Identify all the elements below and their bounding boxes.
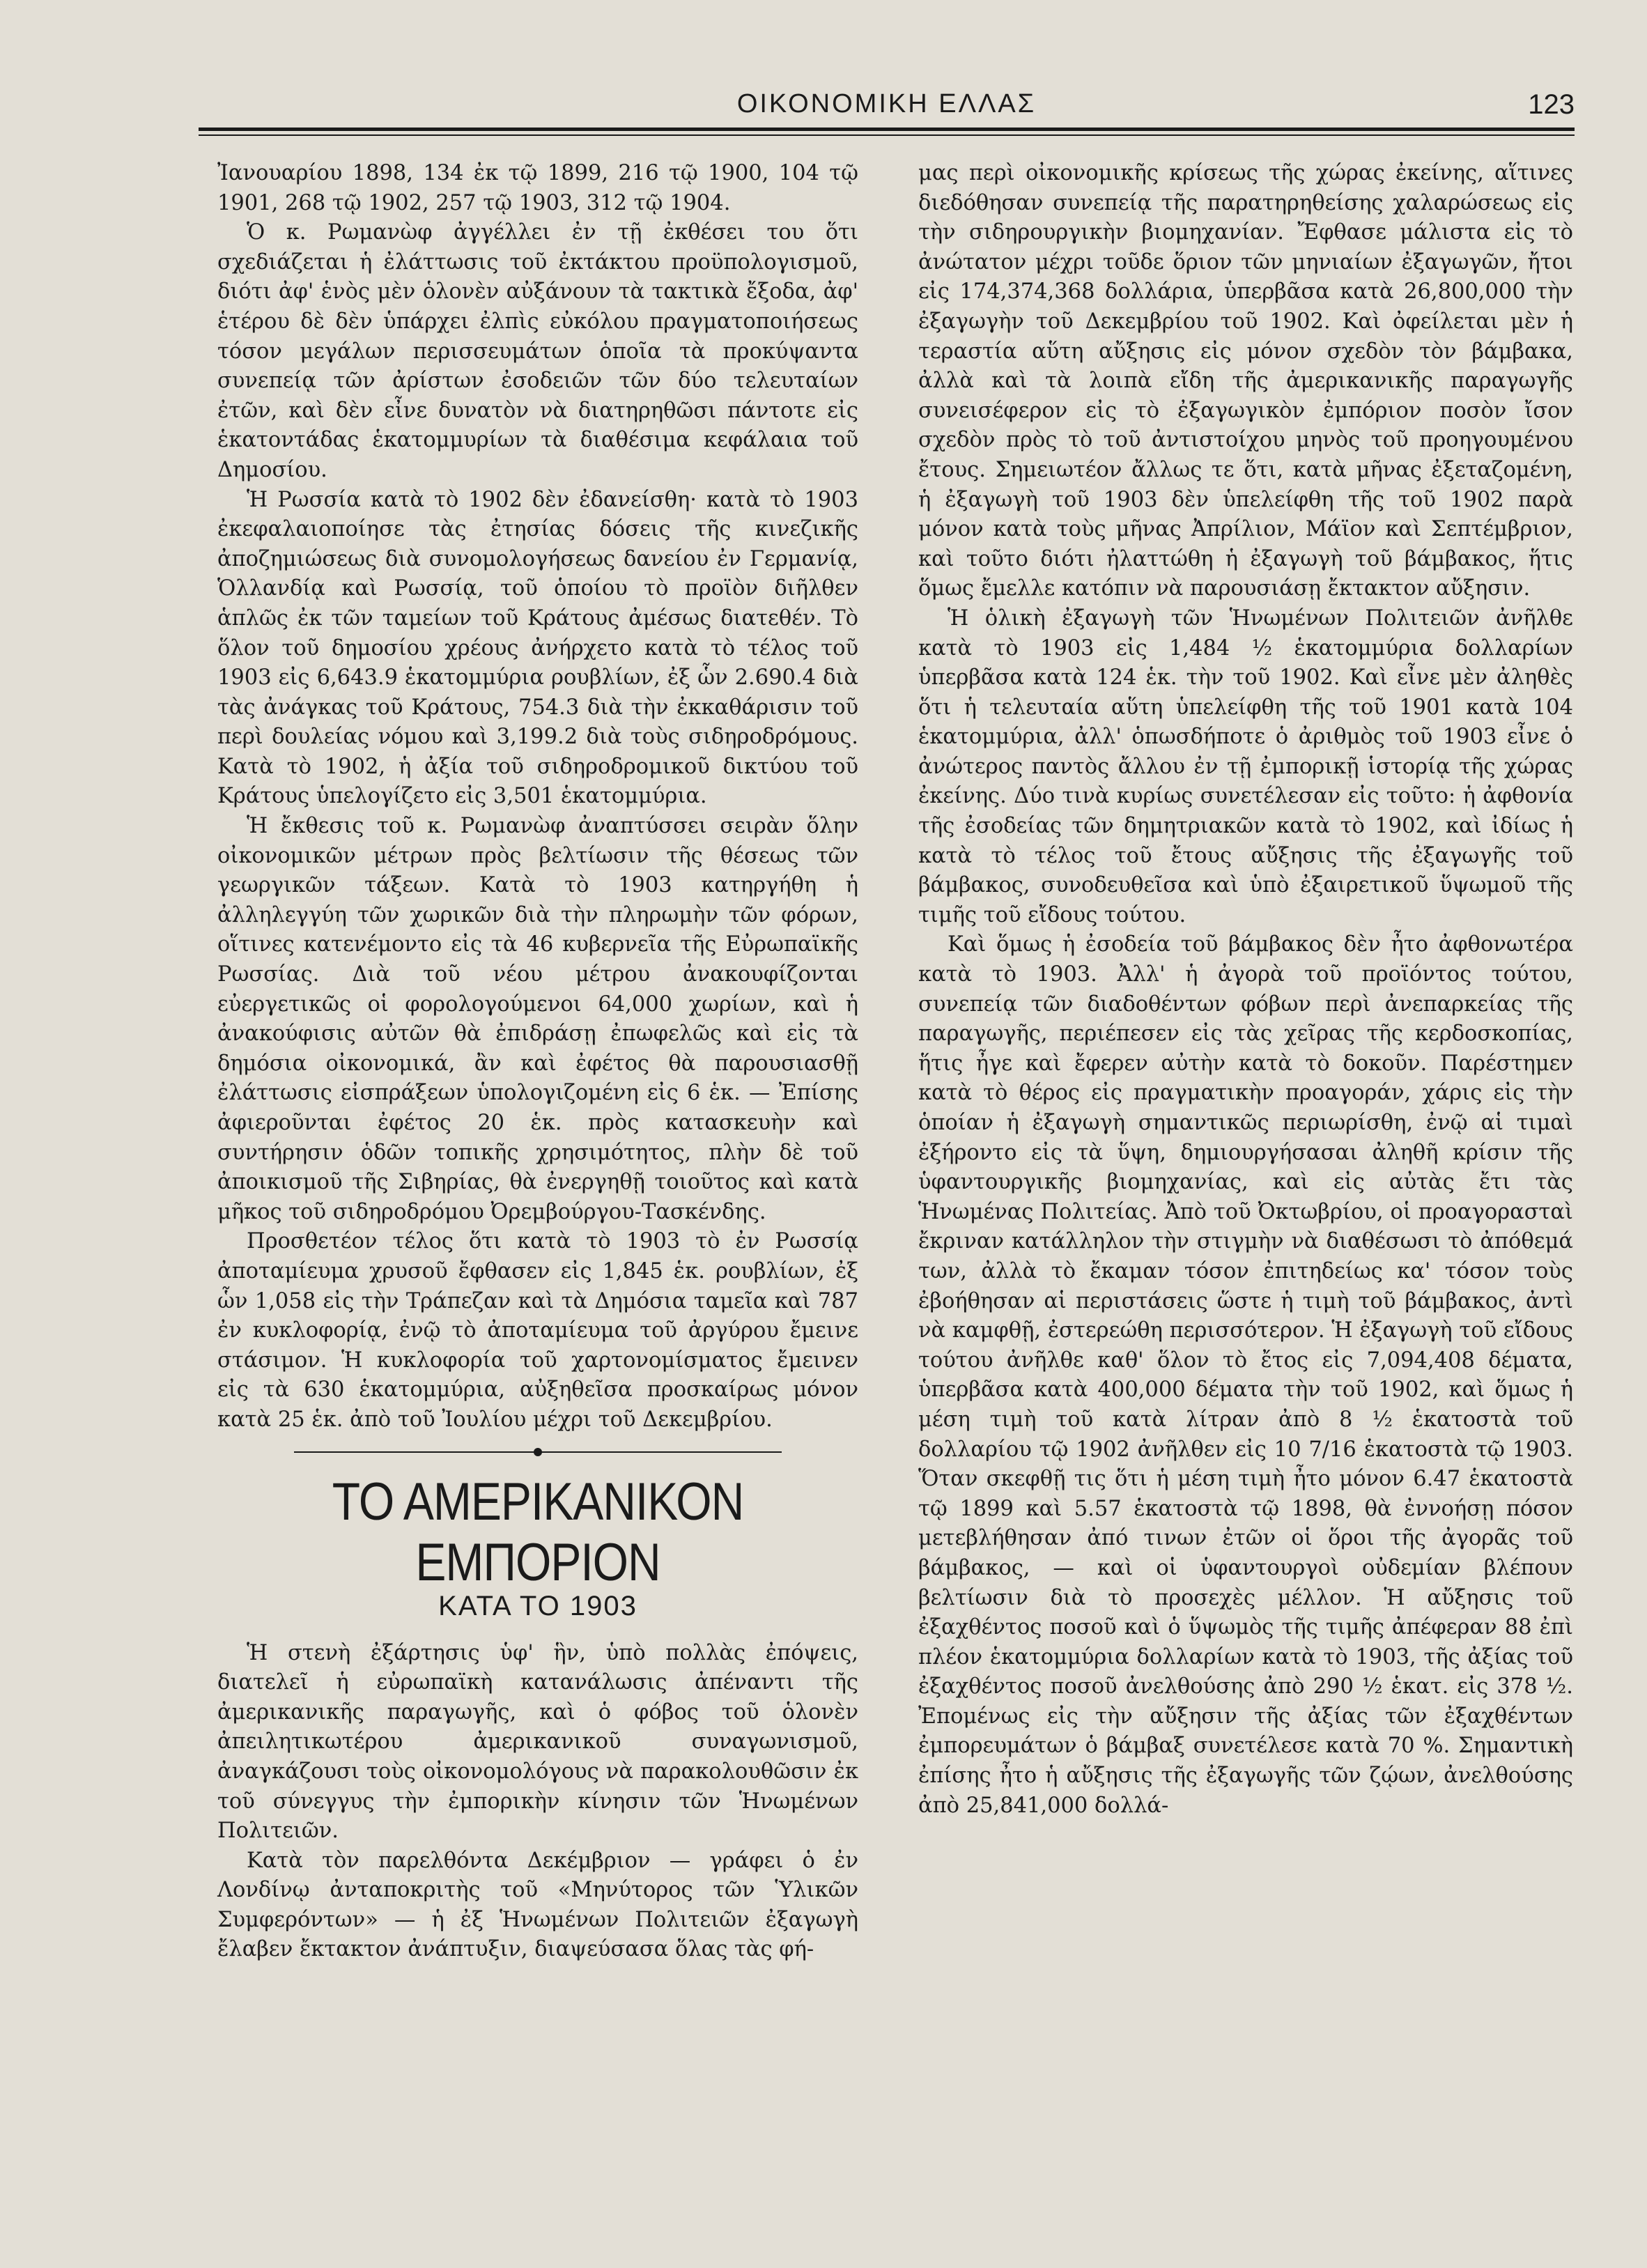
paragraph: Ἡ Ρωσσία κατὰ τὸ 1902 δὲν ἐδανείσθη· κατὰ τὸ 1903 ἐκεφαλαιοποίησε τὰς ἐτησίας δόσεις τῆς κινεζικῆς ἀποζημιώσεως διὰ συνομολογήσεως δανείου ἐν Γερμανίᾳ, Ὁλλανδίᾳ καὶ Ρωσσίᾳ, τοῦ ὁποίου τὸ προϊὸν διῆλθεν ἁπλῶς ἐκ τῶν ταμείων τοῦ Κράτους ἀμέσως διατεθέν. Τὸ ὅλον τοῦ δημοσίου χρέους ἀνήρχετο κατὰ τὸ τέλος τοῦ 1903 εἰς 6,643.9 ἑκατομμύρια ρουβλίων, ἐξ ὧν 2.690.4 διὰ τὰς ἀνάγκας τοῦ Κράτους, 754.3 διὰ τὴν ἐκκαθάρισιν τοῦ περὶ δουλείας νόμου καὶ 3,199.2 διὰ τοὺς σιδηροδρόμους. Κατὰ τὸ 1902, ἡ ἀξία τοῦ σιδηροδρομικοῦ δικτύου τοῦ Κράτους ὑπελογίζετο εἰς 3,501 ἑκατομμύρια. (217, 487, 858, 809)
paragraph: Κατὰ τὸν παρελθόντα Δεκέμβριον — γράφει ὁ ἐν Λονδίνῳ ἀνταποκριτὴς τοῦ «Μηνύτορος τῶν Ὑλικῶν Συμφερόντων» — ἡ ἐξ Ἡνωμένων Πολιτειῶν ἐξαγωγὴ ἔλαβεν ἔκτακτον ἀνάπτυξιν, διαψεύσασα ὅλας τὰς φή- (217, 1848, 858, 1962)
paragraph: Καὶ ὅμως ἡ ἐσοδεία τοῦ βάμβακος δὲν ἦτο ἀφθονωτέρα κατὰ τὸ 1903. Ἀλλ' ἡ ἀγορὰ τοῦ προϊόντος τούτου, συνεπείᾳ τῶν διαδοθέντων φόβων περὶ ἀνεπαρκείας τῆς παραγωγῆς, περιέπεσεν εἰς τὰς χεῖρας τῆς κερδοσκοπίας, ἥτις ἦγε καὶ ἔφερεν αὐτὴν κατὰ τὸ δοκοῦν. Παρέστημεν κατὰ τὸ θέρος εἰς πραγματικὴν προαγοράν, χάρις εἰς τὴν ὁποίαν ἡ ἐξαγωγὴ σημαντικῶς περιωρίσθη, ἐνῷ αἱ τιμαὶ ἐξήροντο εἰς τὰ ὕψη, δημιουργήσασαι ἀληθῆ κρίσιν τῆς ὑφαντουργικῆς βιομηχανίας, καὶ εἰς αὐτὰς ἔτι τὰς Ἡνωμένας Πολιτείας. Ἀπὸ τοῦ Ὀκτωβρίου, οἱ προαγορασταὶ ἔκριναν κατάλληλον τὴν στιγμὴν νὰ διαθέσωσι τὸ ἀπόθεμά των, ἀλλὰ τὸ ἔκαμαν τόσον ἐπιτηδείως κα' τόσον τοὺς ἐβοήθησαν αἱ περιστάσεις ὥστε ἡ τιμὴ τοῦ βάμβακος, ἀντὶ νὰ καμφθῇ, ἐστερεώθη περισσότερον. Ἡ ἐξαγωγὴ τοῦ εἴδους τούτου ἀνῆλθε καθ' ὅλον τὸ ἔτος εἰς 7,094,408 δέματα, ὑπερβᾶσα κατὰ 400,000 δέματα τὴν τοῦ 1902, καὶ ὅμως ἡ μέση τιμὴ τοῦ κατὰ λίτραν ἀπὸ 8 ½ ἑκατοστὰ τοῦ δολλαρίου τῷ 1902 ἀνῆλθεν εἰς 10 7/16 ἑκατοστὰ τῷ 1903. Ὅταν σκεφθῇ τις ὅτι ἡ μέση τιμὴ ἦτο μόνον 6.47 ἑκατοστὰ τῷ 1899 καὶ 5.57 ἑκατοστὰ τῷ 1898, θὰ ἐννοήσῃ πόσον μετεβλήθησαν ἀπό τινων ἐτῶν οἱ ὅροι τῆς ἀγορᾶς τοῦ βάμβακος, — καὶ οἱ ὑφαντουργοὶ οὐδεμίαν βλέπουν βελτίωσιν διὰ τὸ προσεχὲς μέλλον. Ἡ αὔξησις τοῦ ἐξαχθέντος ποσοῦ καὶ ὁ ὕψωμὸς τῆς τιμῆς ἀπέφεραν 88 ἐπὶ πλέον ἑκατομμύρια δολλαρίων κατὰ τὸ 1903, τῆς ἀξίας τοῦ ἐξαχθέντος ποσοῦ ἀνελθούσης ἀπὸ 290 ½ ἑκατ. εἰς 378 ½. Ἐπομένως εἰς τὴν αὔξησιν τῆς ἀξίας τῶν ἐξαχθέντων ἐμπορευμάτων ὁ βάμβαξ συνετέλεσε κατὰ 70 %. Σημαντικὴ ἐπίσης ἦτο ἡ αὔξησις τῆς ἐξαγωγῆς τῶν ζῴων, ἀνελθούσης ἀπὸ 25,841,000 δολλά- (918, 932, 1573, 1818)
left-column (217, 159, 858, 1965)
right-column (918, 159, 1573, 1821)
paragraph: Ὁ κ. Ρωμανὼφ ἀγγέλλει ἐν τῇ ἐκθέσει του ὅτι σχεδιάζεται ἡ ἐλάττωσις τοῦ ἐκτάκτου προϋπολογισμοῦ, διότι ἀφ' ἑνὸς μὲν ὁλονὲν αὐξάνουν τὰ τακτικὰ ἔξοδα, ἀφ' ἑτέρου δὲ δὲν ὑπάρχει ἐλπὶς εὐκόλου πραγματοποιήσεως τόσον μεγάλων περισσευμάτων ὁποῖα τὰ προκύψαντα συνεπείᾳ τῶν ἀρίστων ἐσοδειῶν τῶν δύο τελευταίων ἐτῶν, καὶ δὲν εἶνε δυνατὸν νὰ διατηρηθῶσι πάντοτε εἰς ἑκατοντάδας ἑκατομμυρίων τὰ διαθέσιμα κεφάλαια τοῦ Δημοσίου. (217, 220, 858, 482)
section-separator (217, 1445, 858, 1459)
paragraph: Ἡ στενὴ ἐξάρτησις ὑφ' ἣν, ὑπὸ πολλὰς ἐπόψεις, διατελεῖ ἡ εὐρωπαϊκὴ κατανάλωσις ἀπέναντι τῆς ἀμερικανικῆς παραγωγῆς, καὶ ὁ φόβος τοῦ ὁλονὲν ἀπειλητικωτέρου ἀμερικανικοῦ συναγωνισμοῦ, ἀναγκάζουσι τοὺς οἰκονομολόγους νὰ παρακολουθῶσιν ἐκ τοῦ σύνεγγυς τὴν ἐμπορικὴν κίνησιν τῶν Ἡνωμένων Πολιτειῶν. (217, 1640, 858, 1844)
article-subtitle: ΚΑΤΑ ΤΟ 1903 (438, 1590, 637, 1621)
paragraph: Ἡ ἔκθεσις τοῦ κ. Ρωμανὼφ ἀναπτύσσει σειρὰν ὅλην οἰκονομικῶν μέτρων πρὸς βελτίωσιν τῆς θέσεως τῶν γεωργικῶν τάξεων. Κατὰ τὸ 1903 κατηργήθη ἡ ἀλληλεγγύη τῶν χωρικῶν διὰ τὴν πληρωμὴν τῶν φόρων, οἵτινες κατενέμοντο εἰς τὰ 46 κυβερνεῖα τῆς Εὐρωπαϊκῆς Ρωσσίας. Διὰ τοῦ νέου μέτρου ἀνακουφίζονται εὐεργετικῶς οἱ φορολογούμενοι 64,000 χωρίων, καὶ ἡ ἀνακούφισις αὐτῶν θὰ ἐπιδράσῃ ἐπωφελῶς καὶ εἰς τὰ δημόσια οἰκονομικά, ἂν καὶ ἐφέτος θὰ παρουσιασθῇ ἐλάττωσις εἰσπράξεων ὑπολογιζομένη εἰς 6 ἑκ. — Ἐπίσης ἀφιεροῦνται ἐφέτος 20 ἑκ. πρὸς κατασκευὴν καὶ συντήρησιν ὁδῶν τοπικῆς χρησιμότητος, πλὴν δὲ τοῦ ἀποικισμοῦ τῆς Σιβηρίας, θὰ ἐνεργηθῇ τοιοῦτος καὶ κατὰ μῆκος τοῦ σιδηροδρόμου Ὀρεμβούργου-Τασκένδης. (217, 814, 858, 1224)
article-title: ΤΟ ΑΜΕΡΙΚΑΝΙΚΟΝ ΕΜΠΟΡΙΟΝ (332, 1471, 744, 1591)
header-rule-thick (199, 128, 1575, 131)
paragraph: Προσθετέον τέλος ὅτι κατὰ τὸ 1903 τὸ ἐν Ρωσσίᾳ ἀποταμίευμα χρυσοῦ ἔφθασεν εἰς 1,845 ἑκ. ρουβλίων, ἐξ ὧν 1,058 εἰς τὴν Τράπεζαν καὶ τὰ Δημόσια ταμεῖα καὶ 787 ἐν κυκλοφορίᾳ, ἐνῷ τὸ ἀποταμίευμα τοῦ ἀργύρου ἔμεινε στάσιμον. Ἡ κυκλοφορία τοῦ χαρτονομίσματος ἔμεινεν εἰς τὰ 630 ἑκατομμύρια, αὐξηθεῖσα προσκαίρως μόνον κατὰ 25 ἑκ. ἀπὸ τοῦ Ἰουλίου μέχρι τοῦ Δεκεμβρίου. (217, 1229, 858, 1432)
running-header (199, 84, 1575, 125)
paragraph: Ἰανουαρίου 1898, 134 ἐκ τῷ 1899, 216 τῷ 1900, 104 τῷ 1901, 268 τῷ 1902, 257 τῷ 1903, 312 τῷ 1904. (217, 161, 858, 215)
paragraph: μας περὶ οἰκονομικῆς κρίσεως τῆς χώρας ἐκείνης, αἵτινες διεδόθησαν συνεπείᾳ τῆς παρατηρηθείσης χαλαρώσεως εἰς τὴν σιδηρουργικὴν βιομηχανίαν. Ἔφθασε μάλιστα εἰς τὸ ἀνώτατον μέχρι τοῦδε ὅριον τῶν μηνιαίων ἐξαγωγῶν, ἤτοι εἰς 174,374,368 δολλάρια, ὑπερβᾶσα κατὰ 26,800,000 τὴν ἐξαγωγὴν τοῦ Δεκεμβρίου τοῦ 1902. Καὶ ὀφείλεται μὲν ἡ τεραστία αὕτη αὔξησις εἰς μόνον σχεδὸν τὸν βάμβακα, ἀλλὰ καὶ τὰ λοιπὰ εἴδη τῆς ἀμερικανικῆς παραγωγῆς συνεισέφερον εἰς τὸ ἐξαγωγικὸν ἐμπόριον ποσὸν ἴσον σχεδὸν πρὸς τὸ τοῦ ἀντιστοίχου μηνὸς τοῦ προηγουμένου ἔτους. Σημειωτέον ἄλλως τε ὅτι, κατὰ μῆνας ἐξεταζομένη, ἡ ἐξαγωγὴ τοῦ 1903 δὲν ὑπελείφθη τῆς τοῦ 1902 παρὰ μόνον κατὰ τοὺς μῆνας Ἀπρίλιον, Μάϊον καὶ Σεπτέμβριον, καὶ τοῦτο διότι ἠλαττώθη ἡ ἐξαγωγὴ τοῦ βάμβακος, ἥτις ὅμως ἔμελλε κατόπιν νὰ παρουσιάσῃ ἔκτακτον αὔξησιν. (918, 161, 1573, 601)
header-rule-thin (199, 134, 1575, 136)
separator-dot (534, 1448, 542, 1456)
page-number: 123 (1528, 89, 1575, 120)
running-title: ΟΙΚΟΝΟΜΙΚΗ ΕΛΛΑΣ (736, 89, 1037, 118)
paragraph: Ἡ ὁλικὴ ἐξαγωγὴ τῶν Ἡνωμένων Πολιτειῶν ἀνῆλθε κατὰ τὸ 1903 εἰς 1,484 ½ ἑκατομμύρια δολλαρίων ὑπερβᾶσα κατὰ 124 ἑκ. τὴν τοῦ 1902. Καὶ εἶνε μὲν ἀληθὲς ὅτι ἡ τελευταία αὕτη ὑπελείφθη τῆς τοῦ 1901 κατὰ 104 ἑκατομμύρια, ἀλλ' ὁπωσδήποτε ὁ ἀριθμὸς τοῦ 1903 εἶνε ὁ ἀνώτερος παντὸς ἄλλου ἐν τῇ ἐμπορικῇ ἱστορίᾳ τῆς χώρας ἐκείνης. Δύο τινὰ κυρίως συνετέλεσαν εἰς τοῦτο: ἡ ἀφθονία τῆς ἐσοδείας τῶν δημητριακῶν κατὰ τὸ 1902, καὶ ἰδίως ἡ κατὰ τὸ τέλος τοῦ ἔτους αὔξησις τῆς ἐξαγωγῆς τοῦ βάμβακος, συνοδευθεῖσα καὶ ὑπὸ ἐξαιρετικοῦ ὕψωμοῦ τῆς τιμῆς τοῦ εἴδους τούτου. (918, 605, 1573, 927)
